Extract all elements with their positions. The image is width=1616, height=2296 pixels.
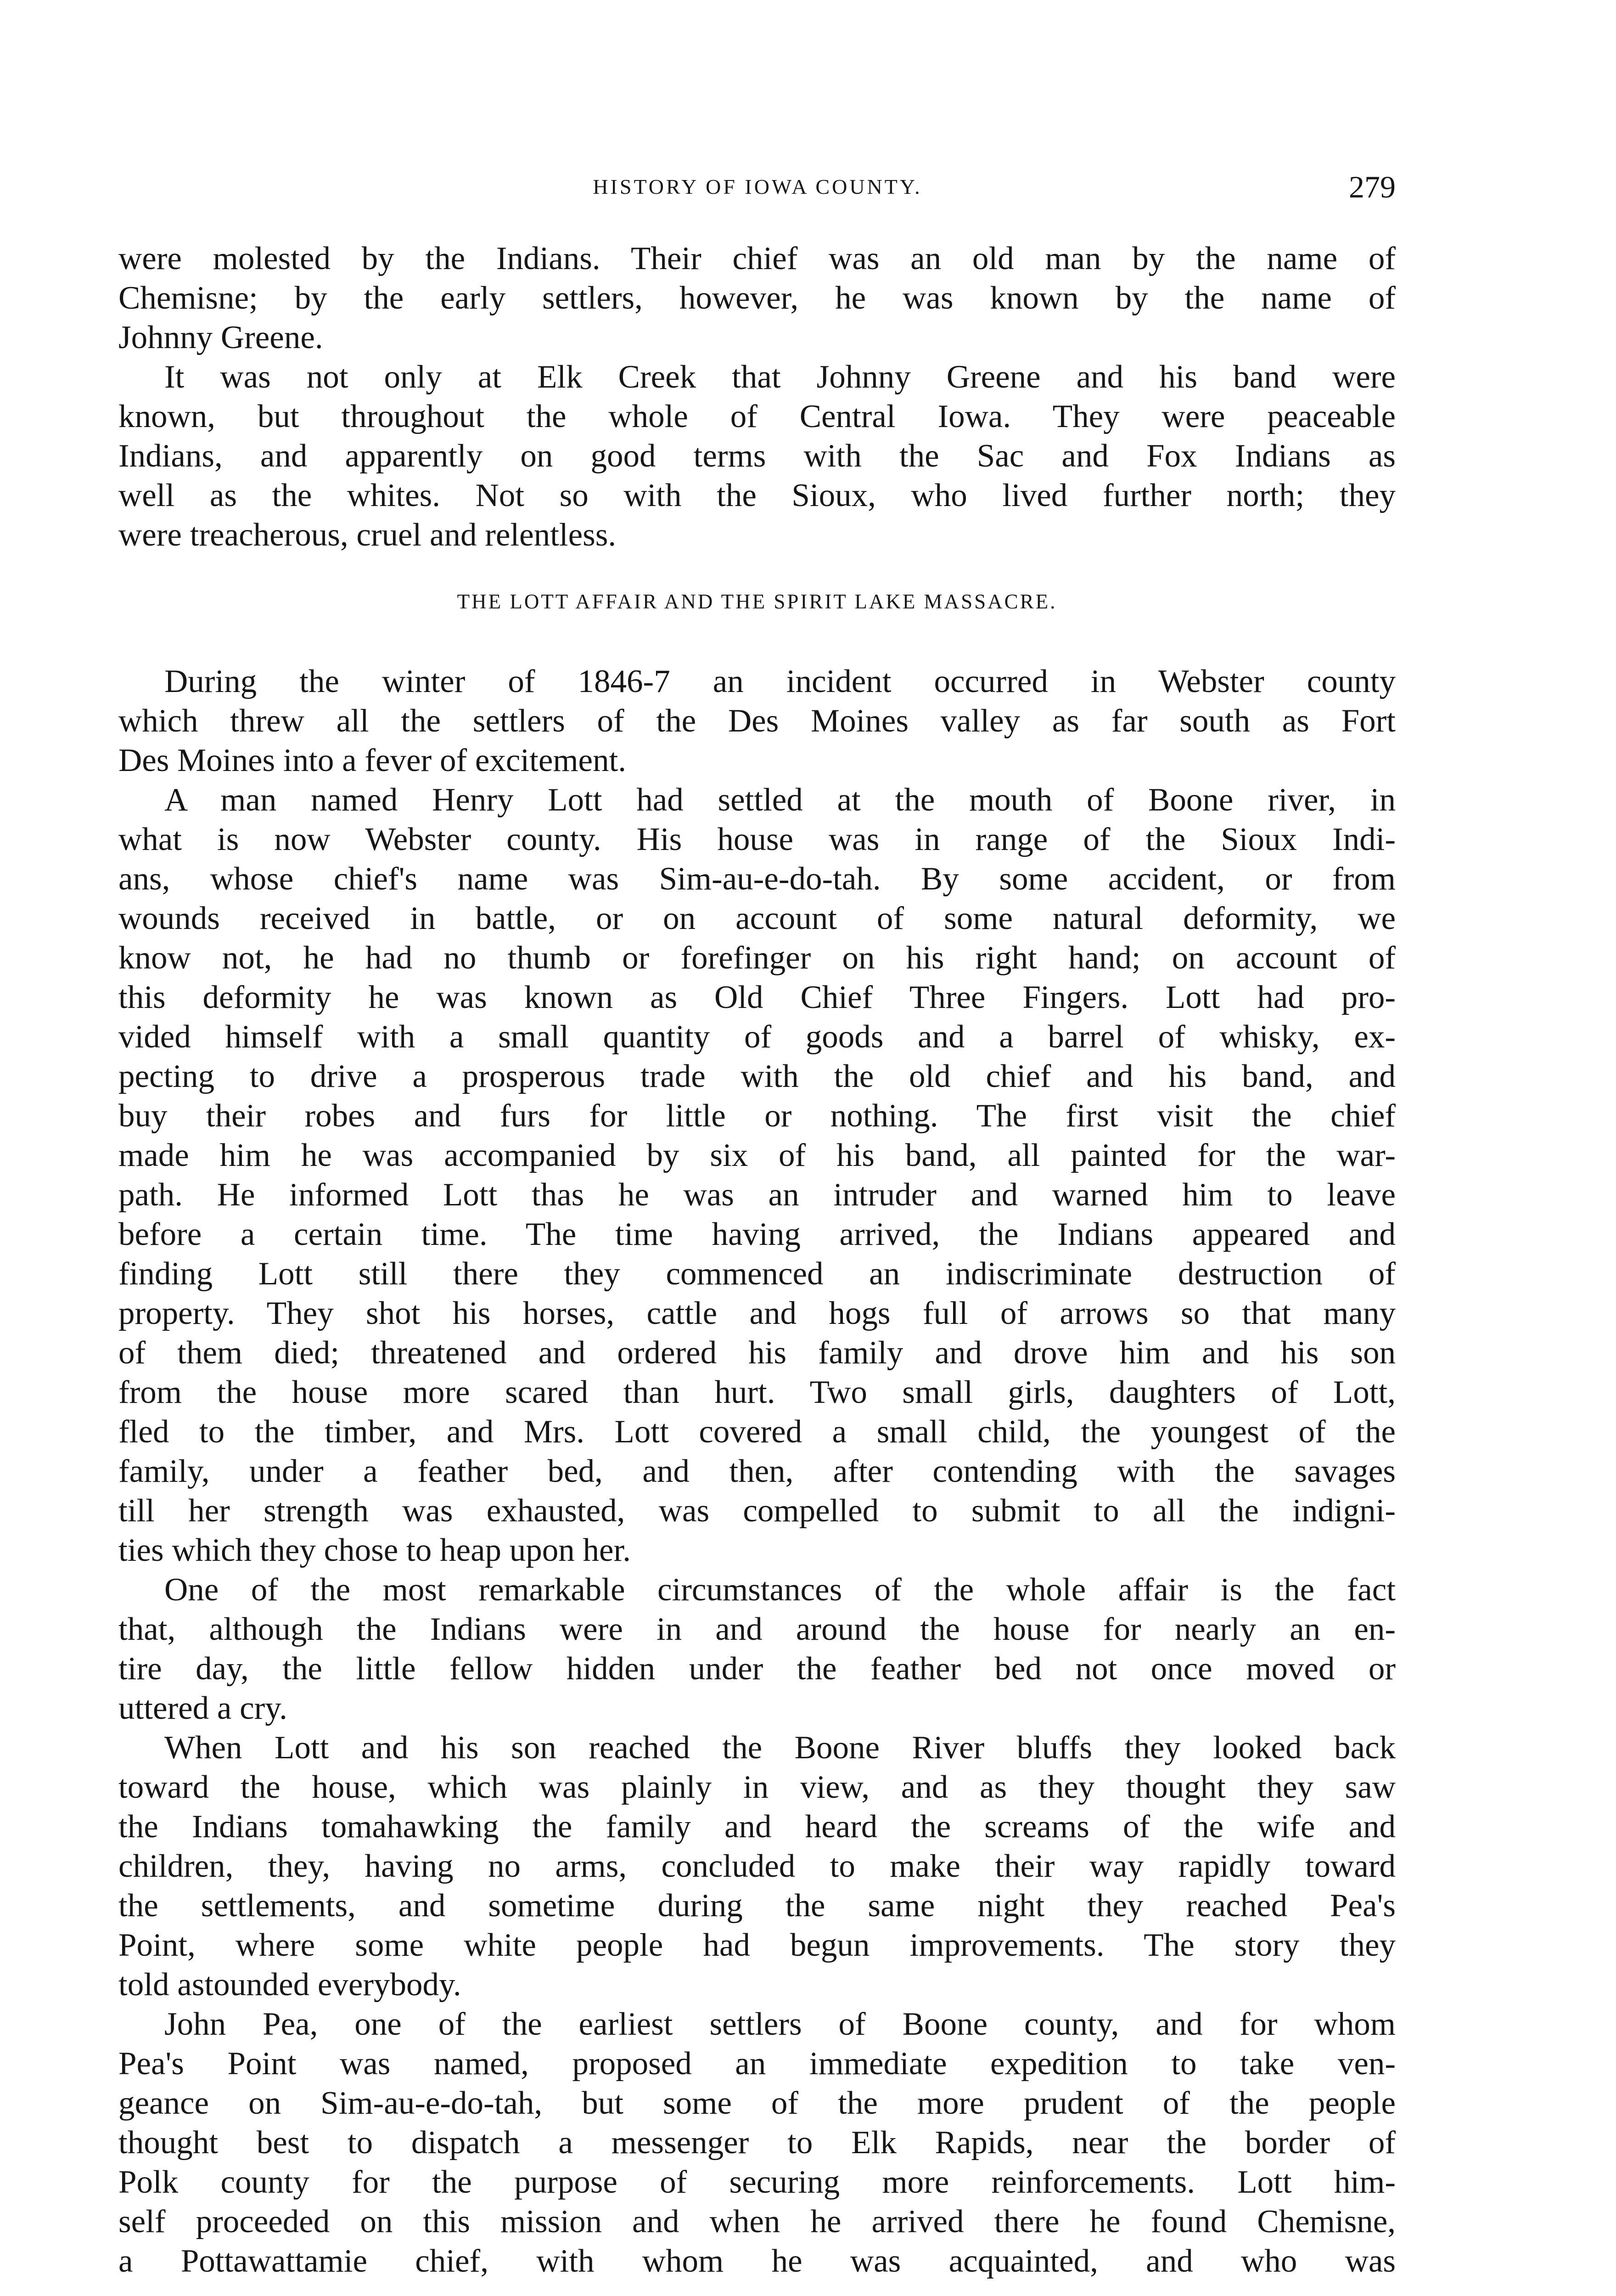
paragraph bbox=[118, 1728, 1396, 2004]
text-line: It was not only at Elk Creek that Johnny Greene and his band were bbox=[164, 359, 1396, 395]
text-line: known, but throughout the whole of Central Iowa. They were peaceable bbox=[118, 399, 1396, 434]
text-line: When Lott and his son reached the Boone River bluffs they looked back bbox=[164, 1730, 1396, 1766]
text-line: which threw all the settlers of the Des Moines valley as far south as Fort bbox=[118, 703, 1396, 739]
text-line: Point, where some white people had begun improvements. The story they bbox=[118, 1927, 1396, 1963]
text-line: this deformity he was known as Old Chief Three Fingers. Lott had pro- bbox=[118, 979, 1396, 1015]
text-line: till her strength was exhausted, was compelled to submit to all the indigni- bbox=[118, 1493, 1396, 1529]
text-line: self proceeded on this mission and when he arrived there he found Chemisne, bbox=[118, 2204, 1396, 2240]
text-line: the settlements, and sometime during the same night they reached Pea's bbox=[118, 1888, 1396, 1924]
paragraph bbox=[118, 239, 1396, 357]
text-line: from the house more scared than hurt. Two small girls, daughters of Lott, bbox=[118, 1374, 1396, 1410]
text-line: During the winter of 1846-7 an incident occurred in Webster county bbox=[164, 664, 1396, 699]
paragraph bbox=[118, 2004, 1396, 2281]
text-line: a Pottawattamie chief, with whom he was acquainted, and who was bbox=[118, 2243, 1396, 2279]
text-line: of them died; threatened and ordered his family and drove him and his son bbox=[118, 1335, 1396, 1371]
text-line: thought best to dispatch a messenger to Elk Rapids, near the border of bbox=[118, 2125, 1396, 2161]
section-heading: THE LOTT AFFAIR AND THE SPIRIT LAKE MASSACRE. bbox=[457, 590, 1057, 613]
paragraph bbox=[118, 357, 1396, 555]
page-number: 279 bbox=[1349, 169, 1396, 204]
text-line: Johnny Greene. bbox=[118, 320, 323, 355]
running-head bbox=[119, 169, 1396, 206]
text-line: uttered a cry. bbox=[118, 1690, 287, 1726]
paragraph bbox=[118, 662, 1396, 780]
text-line: property. They shot his horses, cattle and hogs full of arrows so that many bbox=[118, 1295, 1396, 1331]
text-line: well as the whites. Not so with the Sioux, who lived further north; they bbox=[118, 478, 1396, 513]
text-line: wounds received in battle, or on account of some natural deformity, we bbox=[118, 900, 1396, 936]
text-line: were molested by the Indians. Their chief was an old man by the name of bbox=[118, 241, 1396, 276]
text-line: tire day, the little fellow hidden under the feather bed not once moved or bbox=[118, 1651, 1396, 1687]
text-line: what is now Webster county. His house was in range of the Sioux Indi- bbox=[118, 822, 1396, 857]
text-line: John Pea, one of the earliest settlers of Boone county, and for whom bbox=[164, 2006, 1396, 2042]
text-line: pecting to drive a prosperous trade with the old chief and his band, and bbox=[118, 1058, 1396, 1094]
body-text bbox=[118, 239, 1396, 2281]
text-line: know not, he had no thumb or forefinger on his right hand; on account of bbox=[118, 940, 1396, 976]
text-line: made him he was accompanied by six of his band, all painted for the war- bbox=[118, 1137, 1396, 1173]
text-line: the Indians tomahawking the family and heard the screams of the wife and bbox=[118, 1809, 1396, 1845]
text-line: Polk county for the purpose of securing more reinforcements. Lott him- bbox=[118, 2164, 1396, 2200]
heading-spacer bbox=[118, 649, 1396, 662]
paragraph bbox=[118, 780, 1396, 1570]
text-line: vided himself with a small quantity of goods and a barrel of whisky, ex- bbox=[118, 1019, 1396, 1055]
text-line: Pea's Point was named, proposed an immediate expedition to take ven- bbox=[118, 2046, 1396, 2082]
text-line: ans, whose chief's name was Sim-au-e-do-tah. By some accident, or from bbox=[118, 861, 1396, 897]
text-line: Chemisne; by the early settlers, however, he was known by the name of bbox=[118, 280, 1396, 316]
text-line: path. He informed Lott thas he was an intruder and warned him to leave bbox=[118, 1177, 1396, 1213]
text-line: before a certain time. The time having arrived, the Indians appeared and bbox=[118, 1216, 1396, 1252]
text-line: fled to the timber, and Mrs. Lott covered a small child, the youngest of the bbox=[118, 1414, 1396, 1450]
text-line: buy their robes and furs for little or nothing. The first visit the chief bbox=[118, 1098, 1396, 1134]
text-line: finding Lott still there they commenced an indiscriminate destruction of bbox=[118, 1256, 1396, 1292]
text-line: ties which they chose to heap upon her. bbox=[118, 1532, 631, 1568]
text-line: were treacherous, cruel and relentless. bbox=[118, 517, 617, 553]
text-line: One of the most remarkable circumstances of the whole affair is the fact bbox=[164, 1572, 1396, 1608]
text-line: geance on Sim-au-e-do-tah, but some of the more prudent of the people bbox=[118, 2085, 1396, 2121]
text-line: Des Moines into a fever of excitement. bbox=[118, 743, 627, 778]
text-line: A man named Henry Lott had settled at the mouth of Boone river, in bbox=[164, 782, 1396, 818]
text-line: children, they, having no arms, concluded to make their way rapidly toward bbox=[118, 1848, 1396, 1884]
text-line: Indians, and apparently on good terms with the Sac and Fox Indians as bbox=[118, 438, 1396, 474]
text-line: told astounded everybody. bbox=[118, 1967, 461, 2003]
text-line: family, under a feather bed, and then, after contending with the savages bbox=[118, 1453, 1396, 1489]
text-line: toward the house, which was plainly in view, and as they thought they saw bbox=[118, 1769, 1396, 1805]
running-title: HISTORY OF IOWA COUNTY. bbox=[593, 175, 922, 198]
text-line: that, although the Indians were in and around the house for nearly an en- bbox=[118, 1611, 1396, 1647]
paragraph bbox=[118, 1570, 1396, 1728]
